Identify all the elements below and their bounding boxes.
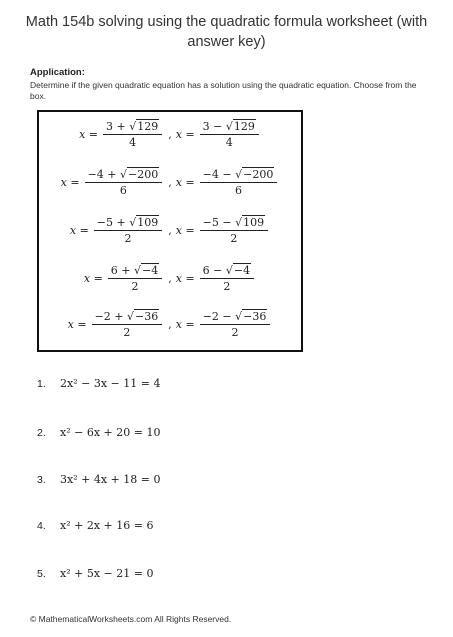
- fraction: $\frac{3 + √129}{4}$: [103, 120, 162, 149]
- question-number: 5.: [37, 567, 46, 580]
- x-equals: x =: [175, 272, 195, 285]
- choice-row: x = $\frac{3 + √129}{4}$ , x = $\frac{3 - √129}{4}$: [39, 120, 301, 149]
- choice-row: x = $\frac{-4 + √-200}{6}$ , x = $\frac{-4 - √-200}{6}$: [39, 168, 301, 197]
- fraction: $\frac{-2 + √-36}{2}$: [92, 310, 163, 339]
- question-equation: 3x² + 4x + 18 = 0: [60, 473, 161, 486]
- fraction: $\frac{6 - √-4}{2}$: [200, 264, 254, 293]
- question-equation: x² + 2x + 16 = 6: [60, 519, 154, 532]
- application-instructions: Determine if the given quadratic equation has a solution using the quadratic equation. Choose from the box.: [30, 80, 417, 101]
- x-equals: x =: [175, 318, 195, 331]
- fraction: $\frac{-4 - √-200}{6}$: [200, 168, 278, 197]
- question-number: 2.: [37, 426, 46, 439]
- question-equation: 2x² − 3x − 11 = 4: [60, 377, 161, 390]
- question-item: [37, 567, 153, 580]
- question-number: 4.: [37, 519, 46, 532]
- x-equals: x =: [175, 176, 195, 189]
- question-item: [37, 519, 153, 532]
- fraction: $\frac{6 + √-4}{2}$: [108, 264, 162, 293]
- question-item: [37, 426, 160, 439]
- worksheet-title: Math 154b solving using the quadratic formula worksheet (with answer key): [25, 14, 428, 50]
- choice-row: x = $\frac{6 + √-4}{2}$ , x = $\frac{6 - √-4}{2}$: [39, 264, 301, 293]
- answer-choices-box: [37, 110, 303, 352]
- x-equals: x =: [175, 224, 195, 237]
- question-item: [37, 377, 160, 390]
- fraction: $\frac{-5 + √109}{2}$: [94, 216, 162, 245]
- x-equals: x =: [69, 224, 89, 237]
- copyright-footer: © MathematicalWorksheets.com All Rights Reserved.: [30, 614, 232, 624]
- fraction: $\frac{-2 - √-36}{2}$: [200, 310, 271, 339]
- question-equation: x² − 6x + 20 = 10: [60, 426, 161, 439]
- choice-row: x = $\frac{-5 + √109}{2}$ , x = $\frac{-5 - √109}{2}$: [39, 216, 301, 245]
- fraction: $\frac{3 - √129}{4}$: [200, 120, 259, 149]
- fraction: $\frac{-4 + √-200}{6}$: [85, 168, 163, 197]
- x-equals: x =: [60, 176, 80, 189]
- question-item: [37, 473, 160, 486]
- question-number: 3.: [37, 473, 46, 486]
- choice-row: x = $\frac{-2 + √-36}{2}$ , x = $\frac{-2 - √-36}{2}$: [39, 310, 301, 339]
- x-equals: x =: [79, 128, 99, 141]
- question-number: 1.: [37, 377, 46, 390]
- application-heading: Application:: [30, 67, 85, 78]
- x-equals: x =: [67, 318, 87, 331]
- question-equation: x² + 5x − 21 = 0: [60, 567, 154, 580]
- x-equals: x =: [175, 128, 195, 141]
- x-equals: x =: [83, 272, 103, 285]
- fraction: $\frac{-5 - √109}{2}$: [200, 216, 268, 245]
